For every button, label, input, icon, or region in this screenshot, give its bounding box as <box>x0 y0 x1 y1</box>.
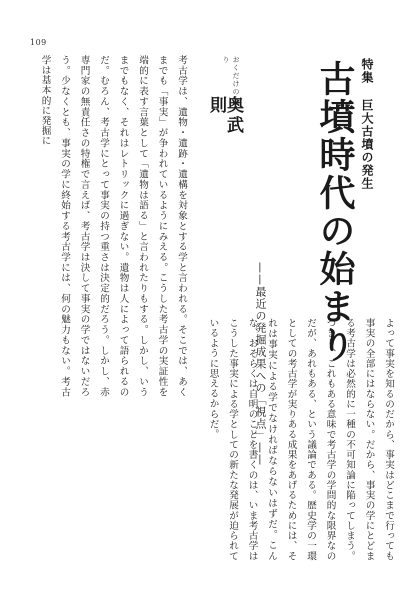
feature-title: 巨大古墳の発生 <box>360 99 374 191</box>
page-number: 109 <box>30 38 47 47</box>
body-text-lower: よって事実を知るのだから、事実はどこまで行っても事実の全部にはならない。だから、事実の学にとどまる考古学は必然的に一種の不可知論に陥ってしまう。つまり、これもある意味で考古学の学問的な限界なのだが、あれもある、という議論である。歴史学の一環としての考古学が実りある成果をあげるためには、それは事実による学でなければならないはずだ。こんな、おそらくは自明のことを書くのは、いま考古学はこうした事実による学としての新たな発展が迫られているように思えるからだ。 <box>207 318 394 561</box>
author-name: 奥武則 <box>206 96 243 136</box>
author-reading: おくだけのり <box>222 56 240 96</box>
article-subtitle: ——最近の発掘成果への「視点」—— <box>254 262 267 466</box>
body-text-upper: 考古学は、遺物・遺跡・遺構を対象とする学と言われる。そこでは、あくまでも「事実」が争われているようにみえる。こうした考古学の実証性を端的に表す言葉として「遺物は語る」と言われたりもする。しかし、いうまでもなく、それはレトリックに過ぎない。遺物は人によって語られるのだ。むろん、考古学にとって事実の持つ重さは決定的だろう。しかし、赤専門家の無責任さの特権で言えば、考古学は決して事実の学ではないだろう。少なくとも、事実の学に終始する考古学には、何の魅力もない。考古学は基本的に発掘に <box>39 55 187 397</box>
feature-tag: 特集 <box>360 58 374 84</box>
article-title: 古墳時代の始まり <box>314 60 356 364</box>
author-byline <box>207 56 241 146</box>
feature-label <box>359 58 376 190</box>
